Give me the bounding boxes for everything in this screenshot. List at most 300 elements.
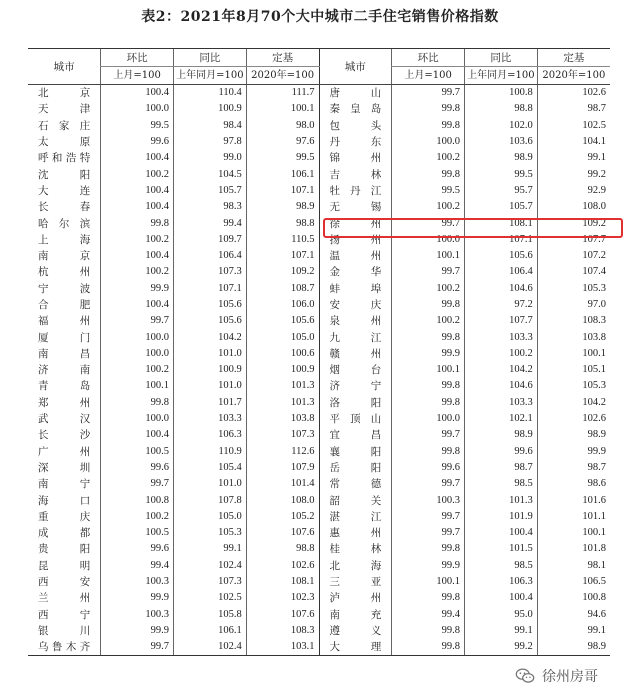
city-name-right: 九江: [319, 329, 392, 345]
tongbi-value-right: 97.2: [465, 297, 538, 313]
dingji-value-right: 108.3: [537, 313, 610, 329]
city-name-left: 西宁: [38, 608, 91, 621]
tongbi-value-right: 105.6: [465, 248, 538, 264]
tongbi-value-left: 102.5: [174, 590, 247, 606]
header-dingji-left: 定基: [246, 49, 319, 67]
tongbi-value-right: 108.1: [465, 215, 538, 231]
dingji-value-left: 103.8: [246, 411, 319, 427]
huanbi-value-left: 99.8: [101, 215, 174, 231]
huanbi-value-right: 99.8: [392, 541, 465, 557]
table-row: [28, 558, 610, 574]
huanbi-value-left: 100.5: [101, 444, 174, 460]
dingji-value-right: 99.2: [537, 166, 610, 182]
city-name-left: 石家庄: [38, 119, 91, 132]
huanbi-value-left: 99.9: [101, 281, 174, 297]
dingji-value-right: 101.1: [537, 509, 610, 525]
huanbi-value-right: 99.8: [392, 166, 465, 182]
tongbi-value-right: 98.5: [465, 558, 538, 574]
watermark: [510, 661, 602, 691]
highlight-box: [323, 218, 623, 238]
city-name-left: 贵阳: [38, 543, 91, 556]
city-name-left: 呼和浩特: [38, 152, 91, 165]
tongbi-value-right: 107.1: [465, 232, 538, 248]
tongbi-value-left: 106.3: [174, 427, 247, 443]
dingji-value-right: 104.1: [537, 134, 610, 150]
tongbi-value-right: 104.6: [465, 281, 538, 297]
tongbi-value-left: 99.0: [174, 150, 247, 166]
table-row: [28, 281, 610, 297]
dingji-value-right: 99.1: [537, 623, 610, 639]
dingji-value-left: 101.3: [246, 378, 319, 394]
tongbi-value-left: 99.1: [174, 541, 247, 557]
huanbi-value-left: 100.2: [101, 166, 174, 182]
tongbi-value-left: 107.3: [174, 264, 247, 280]
city-name-right: 吉林: [319, 166, 392, 182]
city-name-right: 安庆: [319, 297, 392, 313]
header-tongbi-left: 同比: [174, 49, 247, 67]
huanbi-value-left: 99.7: [101, 639, 174, 656]
dingji-value-left: 98.8: [246, 215, 319, 231]
city-name-right: 洛阳: [319, 395, 392, 411]
page-title: 表2：2021年8月70个大中城市二手住宅销售价格指数: [141, 9, 499, 25]
dingji-value-right: 99.9: [537, 444, 610, 460]
city-name-left: 北京: [38, 87, 91, 100]
city-name-left: 杭州: [38, 266, 91, 279]
tongbi-value-left: 101.0: [174, 378, 247, 394]
city-name-left: 南昌: [38, 347, 91, 360]
city-name-left: 南宁: [38, 478, 91, 491]
huanbi-value-left: 99.9: [101, 623, 174, 639]
city-name-right: 金华: [319, 264, 392, 280]
dingji-value-right: 99.1: [537, 150, 610, 166]
dingji-value-left: 100.9: [246, 362, 319, 378]
dingji-value-right: 102.6: [537, 85, 610, 102]
city-name-right: 秦皇岛: [319, 101, 392, 117]
huanbi-value-left: 99.7: [101, 313, 174, 329]
table-row: [28, 199, 610, 215]
huanbi-value-left: 99.6: [101, 460, 174, 476]
table-row: [28, 85, 610, 102]
huanbi-value-right: 99.9: [392, 558, 465, 574]
dingji-value-left: 103.1: [246, 639, 319, 656]
dingji-value-left: 108.7: [246, 281, 319, 297]
huanbi-value-right: 99.8: [392, 623, 465, 639]
tongbi-value-right: 107.7: [465, 313, 538, 329]
city-name-left: 长春: [38, 201, 91, 214]
huanbi-value-left: 100.4: [101, 183, 174, 199]
dingji-value-left: 98.0: [246, 118, 319, 134]
city-name-left: 成都: [38, 527, 91, 540]
city-name-left: 银川: [38, 624, 91, 637]
huanbi-value-right: 99.7: [392, 509, 465, 525]
city-name-right: 湛江: [319, 509, 392, 525]
table-row: [28, 427, 610, 443]
tongbi-value-right: 99.2: [465, 639, 538, 656]
huanbi-value-left: 100.2: [101, 362, 174, 378]
table-row: [28, 460, 610, 476]
dingji-value-right: 105.3: [537, 281, 610, 297]
dingji-value-right: 107.7: [537, 232, 610, 248]
huanbi-value-right: 100.3: [392, 492, 465, 508]
tongbi-value-right: 102.1: [465, 411, 538, 427]
header-huanbi-base-left: 上月=100: [101, 67, 174, 85]
wechat-icon: [514, 665, 536, 687]
huanbi-value-right: 99.7: [392, 525, 465, 541]
city-name-right: 泸州: [319, 590, 392, 606]
city-name-right: 丹东: [319, 134, 392, 150]
huanbi-value-left: 100.4: [101, 150, 174, 166]
huanbi-value-right: 100.0: [392, 232, 465, 248]
huanbi-value-right: 99.8: [392, 101, 465, 117]
tongbi-value-right: 98.8: [465, 101, 538, 117]
city-name-left: 武汉: [38, 413, 91, 426]
tongbi-value-left: 101.0: [174, 476, 247, 492]
table-row: [28, 362, 610, 378]
city-name-right: 常德: [319, 476, 392, 492]
huanbi-value-right: 99.8: [392, 444, 465, 460]
tongbi-value-right: 99.1: [465, 623, 538, 639]
tongbi-value-left: 104.2: [174, 329, 247, 345]
tongbi-value-left: 105.6: [174, 297, 247, 313]
dingji-value-left: 111.7: [246, 85, 319, 102]
huanbi-value-left: 100.0: [101, 329, 174, 345]
dingji-value-left: 109.2: [246, 264, 319, 280]
table-row: [28, 525, 610, 541]
dingji-value-left: 106.1: [246, 166, 319, 182]
huanbi-value-right: 99.7: [392, 215, 465, 231]
dingji-value-left: 101.3: [246, 395, 319, 411]
huanbi-value-right: 100.0: [392, 134, 465, 150]
huanbi-value-left: 100.4: [101, 297, 174, 313]
huanbi-value-left: 100.0: [101, 411, 174, 427]
city-name-left: 海口: [38, 494, 91, 507]
tongbi-value-right: 98.9: [465, 427, 538, 443]
header-city-right: 城市: [319, 49, 392, 85]
table-row: [28, 574, 610, 590]
dingji-value-right: 98.9: [537, 427, 610, 443]
dingji-value-right: 108.0: [537, 199, 610, 215]
huanbi-value-right: 99.8: [392, 297, 465, 313]
dingji-value-left: 105.6: [246, 313, 319, 329]
tongbi-value-right: 98.5: [465, 476, 538, 492]
city-name-left: 哈尔滨: [38, 217, 91, 230]
tongbi-value-left: 100.9: [174, 101, 247, 117]
table-row: [28, 329, 610, 345]
city-name-right: 泉州: [319, 313, 392, 329]
header-dingji-right: 定基: [537, 49, 610, 67]
dingji-value-right: 100.1: [537, 346, 610, 362]
table-row: [28, 623, 610, 639]
dingji-value-right: 98.7: [537, 460, 610, 476]
city-name-left: 合肥: [38, 299, 91, 311]
city-name-right: 韶关: [319, 492, 392, 508]
dingji-value-left: 105.2: [246, 509, 319, 525]
city-name-right: 温州: [319, 248, 392, 264]
dingji-value-left: 98.9: [246, 199, 319, 215]
city-name-left: 青岛: [38, 380, 91, 393]
tongbi-value-left: 110.9: [174, 444, 247, 460]
dingji-value-right: 102.6: [537, 411, 610, 427]
city-name-right: 无锡: [319, 199, 392, 215]
city-name-right: 济宁: [319, 378, 392, 394]
city-name-right: 赣州: [319, 346, 392, 362]
city-name-left: 昆明: [38, 559, 91, 572]
dingji-value-left: 99.5: [246, 150, 319, 166]
huanbi-value-left: 100.0: [101, 101, 174, 117]
dingji-value-left: 108.3: [246, 623, 319, 639]
tongbi-value-left: 99.4: [174, 215, 247, 231]
city-name-right: 扬州: [319, 232, 392, 248]
tongbi-value-left: 101.0: [174, 346, 247, 362]
tongbi-value-right: 104.6: [465, 378, 538, 394]
city-name-left: 厦门: [38, 331, 91, 344]
table-row: [28, 183, 610, 199]
dingji-value-left: 97.6: [246, 134, 319, 150]
table-row: [28, 444, 610, 460]
tongbi-value-right: 104.2: [465, 362, 538, 378]
tongbi-value-left: 105.6: [174, 313, 247, 329]
huanbi-value-right: 99.7: [392, 85, 465, 102]
tongbi-value-right: 101.3: [465, 492, 538, 508]
table-row: [28, 607, 610, 623]
dingji-value-right: 105.1: [537, 362, 610, 378]
tongbi-value-left: 98.3: [174, 199, 247, 215]
huanbi-value-left: 99.6: [101, 541, 174, 557]
huanbi-value-right: 100.2: [392, 281, 465, 297]
tongbi-value-right: 100.4: [465, 525, 538, 541]
city-name-right: 牡丹江: [319, 183, 392, 199]
huanbi-value-left: 100.0: [101, 346, 174, 362]
huanbi-value-right: 99.7: [392, 427, 465, 443]
huanbi-value-left: 100.2: [101, 264, 174, 280]
tongbi-value-left: 110.4: [174, 85, 247, 102]
header-tongbi-right: 同比: [465, 49, 538, 67]
dingji-value-right: 104.2: [537, 395, 610, 411]
tongbi-value-right: 95.7: [465, 183, 538, 199]
table-row: [28, 541, 610, 557]
huanbi-value-right: 99.6: [392, 460, 465, 476]
table-row: [28, 492, 610, 508]
header-dingji-base-right: 2020年=100: [537, 67, 610, 85]
dingji-value-right: 109.2: [537, 215, 610, 231]
huanbi-value-right: 99.7: [392, 476, 465, 492]
huanbi-value-right: 99.5: [392, 183, 465, 199]
tongbi-value-right: 102.0: [465, 118, 538, 134]
dingji-value-right: 102.5: [537, 118, 610, 134]
city-name-left: 郑州: [38, 396, 91, 409]
huanbi-value-left: 100.5: [101, 525, 174, 541]
huanbi-value-right: 100.0: [392, 411, 465, 427]
watermark-text: 徐州房哥: [542, 669, 598, 685]
tongbi-value-left: 102.4: [174, 558, 247, 574]
city-name-right: 蚌埠: [319, 281, 392, 297]
city-name-left: 乌鲁木齐: [28, 639, 101, 656]
huanbi-value-left: 100.4: [101, 427, 174, 443]
huanbi-value-left: 99.4: [101, 558, 174, 574]
header-tongbi-base-left: 上年同月=100: [174, 67, 247, 85]
tongbi-value-right: 101.9: [465, 509, 538, 525]
city-name-right: 锦州: [319, 150, 392, 166]
tongbi-value-left: 105.7: [174, 183, 247, 199]
table-row: [28, 101, 610, 117]
tongbi-value-right: 98.9: [465, 150, 538, 166]
table-row: [28, 313, 610, 329]
tongbi-value-right: 95.0: [465, 607, 538, 623]
dingji-value-right: 98.7: [537, 101, 610, 117]
table-row: [28, 639, 610, 656]
tongbi-value-right: 106.3: [465, 574, 538, 590]
table-row: [28, 264, 610, 280]
tongbi-value-left: 105.3: [174, 525, 247, 541]
huanbi-value-right: 99.8: [392, 378, 465, 394]
table-row: [28, 590, 610, 606]
table-row: [28, 150, 610, 166]
tongbi-value-left: 102.4: [174, 639, 247, 656]
dingji-value-right: 98.6: [537, 476, 610, 492]
table-row: [28, 378, 610, 394]
city-name-left: 太原: [38, 136, 91, 149]
city-name-left: 深圳: [38, 461, 91, 474]
city-name-right: 烟台: [319, 362, 392, 378]
header-huanbi-right: 环比: [392, 49, 465, 67]
table-row: [28, 118, 610, 134]
dingji-value-left: 106.0: [246, 297, 319, 313]
dingji-value-left: 105.0: [246, 329, 319, 345]
dingji-value-right: 101.6: [537, 492, 610, 508]
huanbi-value-right: 99.8: [392, 329, 465, 345]
huanbi-value-right: 100.2: [392, 150, 465, 166]
huanbi-value-left: 100.8: [101, 492, 174, 508]
dingji-value-right: 100.8: [537, 590, 610, 606]
tongbi-value-right: 105.7: [465, 199, 538, 215]
city-name-left: 西安: [38, 576, 91, 589]
huanbi-value-left: 99.8: [101, 395, 174, 411]
header-dingji-base-left: 2020年=100: [246, 67, 319, 85]
huanbi-value-right: 99.9: [392, 346, 465, 362]
tongbi-value-left: 109.7: [174, 232, 247, 248]
tongbi-value-left: 105.0: [174, 509, 247, 525]
huanbi-value-left: 100.1: [101, 378, 174, 394]
huanbi-value-left: 100.4: [101, 85, 174, 102]
tongbi-value-left: 105.8: [174, 607, 247, 623]
city-name-right: 唐山: [319, 85, 392, 102]
dingji-value-right: 107.4: [537, 264, 610, 280]
tongbi-value-right: 98.7: [465, 460, 538, 476]
dingji-value-left: 101.4: [246, 476, 319, 492]
city-name-right: 徐州: [319, 215, 392, 231]
city-name-right: 遵义: [319, 623, 392, 639]
header-huanbi-base-right: 上月=100: [392, 67, 465, 85]
dingji-value-left: 112.6: [246, 444, 319, 460]
dingji-value-right: 101.8: [537, 541, 610, 557]
dingji-value-left: 108.0: [246, 492, 319, 508]
header-city-left: 城市: [28, 49, 101, 85]
tongbi-value-left: 107.8: [174, 492, 247, 508]
tongbi-value-left: 107.1: [174, 281, 247, 297]
tongbi-value-left: 104.5: [174, 166, 247, 182]
dingji-value-left: 107.6: [246, 525, 319, 541]
dingji-value-left: 98.8: [246, 541, 319, 557]
huanbi-value-left: 100.4: [101, 248, 174, 264]
huanbi-value-right: 99.7: [392, 264, 465, 280]
huanbi-value-right: 99.8: [392, 639, 465, 656]
dingji-value-right: 103.8: [537, 329, 610, 345]
dingji-value-right: 98.9: [537, 639, 610, 656]
tongbi-value-left: 105.4: [174, 460, 247, 476]
dingji-value-left: 107.1: [246, 183, 319, 199]
city-name-left: 上海: [38, 233, 91, 246]
huanbi-value-left: 99.5: [101, 118, 174, 134]
city-name-right: 南充: [319, 607, 392, 623]
dingji-value-right: 92.9: [537, 183, 610, 199]
city-name-right: 襄阳: [319, 444, 392, 460]
table-row: [28, 411, 610, 427]
tongbi-value-left: 107.3: [174, 574, 247, 590]
tongbi-value-left: 97.8: [174, 134, 247, 150]
tongbi-value-right: 106.4: [465, 264, 538, 280]
huanbi-value-right: 99.8: [392, 395, 465, 411]
dingji-value-left: 107.9: [246, 460, 319, 476]
huanbi-value-right: 100.2: [392, 313, 465, 329]
city-name-right: 北海: [319, 558, 392, 574]
tongbi-value-right: 101.5: [465, 541, 538, 557]
huanbi-value-left: 99.7: [101, 476, 174, 492]
huanbi-value-right: 100.1: [392, 574, 465, 590]
tongbi-value-left: 98.4: [174, 118, 247, 134]
dingji-value-right: 100.1: [537, 525, 610, 541]
tongbi-value-right: 100.8: [465, 85, 538, 102]
city-name-left: 宁波: [38, 282, 91, 295]
dingji-value-left: 100.1: [246, 101, 319, 117]
huanbi-value-left: 100.4: [101, 199, 174, 215]
header-huanbi-left: 环比: [101, 49, 174, 67]
city-name-left: 济南: [38, 364, 91, 377]
huanbi-value-left: 100.3: [101, 607, 174, 623]
city-name-right: 平顶山: [319, 411, 392, 427]
table-row: [28, 134, 610, 150]
city-name-left: 南京: [38, 250, 91, 263]
tongbi-value-right: 99.5: [465, 166, 538, 182]
city-name-left: 重庆: [38, 510, 91, 523]
dingji-value-left: 107.1: [246, 248, 319, 264]
huanbi-value-right: 100.1: [392, 362, 465, 378]
dingji-value-right: 98.1: [537, 558, 610, 574]
city-name-left: 天津: [38, 103, 91, 116]
dingji-value-right: 97.0: [537, 297, 610, 313]
tongbi-value-left: 101.7: [174, 395, 247, 411]
price-index-table: [28, 48, 610, 656]
dingji-value-right: 107.2: [537, 248, 610, 264]
city-name-right: 岳阳: [319, 460, 392, 476]
city-name-left: 广州: [38, 445, 91, 458]
huanbi-value-left: 100.2: [101, 509, 174, 525]
tongbi-value-right: 100.4: [465, 590, 538, 606]
tongbi-value-left: 106.4: [174, 248, 247, 264]
table-body: [28, 85, 610, 656]
huanbi-value-left: 99.6: [101, 134, 174, 150]
dingji-value-left: 102.3: [246, 590, 319, 606]
dingji-value-left: 100.6: [246, 346, 319, 362]
huanbi-value-right: 99.4: [392, 607, 465, 623]
huanbi-value-right: 99.8: [392, 590, 465, 606]
table-row: [28, 346, 610, 362]
city-name-left: 福州: [38, 315, 91, 328]
tongbi-value-right: 100.2: [465, 346, 538, 362]
tongbi-value-right: 103.3: [465, 395, 538, 411]
tongbi-value-left: 100.9: [174, 362, 247, 378]
dingji-value-left: 108.1: [246, 574, 319, 590]
table-row: [28, 297, 610, 313]
